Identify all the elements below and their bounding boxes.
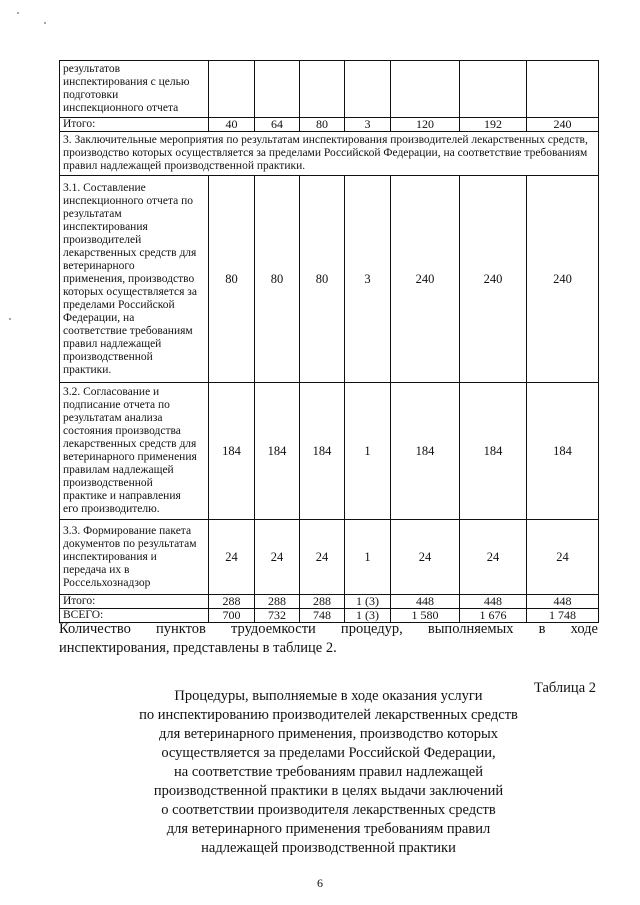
value-cell: 3	[345, 176, 391, 383]
description-cell: 3.1. Составление инспекционного отчета по результатам инспектирования производителей лекарственных средств для ветеринарного применения, производство которых осуществляется за пределами Российской Федерации, на соответствие требованиям правил надлежащей производственной практики.	[60, 176, 209, 383]
value-cell: 448	[527, 595, 599, 609]
heading-line: по инспектированию производителей лекарственных средств	[139, 707, 518, 723]
value-cell: 288	[255, 595, 300, 609]
value-cell: 448	[391, 595, 460, 609]
value-cell: 184	[300, 383, 345, 520]
heading-line: для ветеринарного применения требованиям правил	[166, 821, 491, 837]
table-section-row	[60, 132, 599, 176]
value-cell: 1 (3)	[345, 595, 391, 609]
value-cell: 448	[460, 595, 527, 609]
value-cell: 1 748	[527, 609, 599, 623]
table-total-row	[60, 595, 599, 609]
heading-line: производственной практики в целях выдачи заключений	[153, 783, 504, 799]
description-cell: Итого:	[60, 118, 209, 132]
value-cell: 24	[300, 520, 345, 595]
description-cell: Итого:	[60, 595, 209, 609]
value-cell: 184	[460, 383, 527, 520]
table-2-heading	[59, 687, 598, 858]
value-cell: 40	[209, 118, 255, 132]
value-cell: 80	[209, 176, 255, 383]
heading-line: для ветеринарного применения, производство которых	[159, 726, 498, 742]
value-cell	[460, 61, 527, 118]
value-cell: 1 (3)	[345, 609, 391, 623]
value-cell: 3	[345, 118, 391, 132]
table-2-label: Таблица 2	[533, 680, 596, 696]
description-cell: 3.2. Согласование и подписание отчета по результатам анализа состояния производства лекарственных средств для ветеринарного применения правилам надлежащей производственной практике и направления его производителю.	[60, 383, 209, 520]
heading-line: о соответствии производителя лекарственных средств	[161, 802, 496, 818]
value-cell: 1 580	[391, 609, 460, 623]
value-cell: 700	[209, 609, 255, 623]
description-cell: результатов инспектирования с целью подготовки инспекционного отчета	[60, 61, 209, 118]
paragraph-line-1: Количество пунктов трудоемкости процедур, выполняемых в ходе	[59, 621, 598, 637]
table-row	[60, 520, 599, 595]
value-cell: 240	[391, 176, 460, 383]
value-cell	[345, 61, 391, 118]
value-cell: 120	[391, 118, 460, 132]
value-cell	[527, 61, 599, 118]
section-heading-cell: 3. Заключительные мероприятия по результатам инспектирования производителей лекарственных средств, производство которых осуществляется за пределами Российской Федерации, на соответствие требованиям правил надлежащей производственной практики.	[60, 132, 599, 176]
value-cell: 192	[460, 118, 527, 132]
heading-line: Процедуры, выполняемые в ходе оказания услуги	[174, 688, 483, 704]
value-cell: 184	[255, 383, 300, 520]
value-cell: 24	[391, 520, 460, 595]
value-cell: 24	[527, 520, 599, 595]
value-cell: 184	[391, 383, 460, 520]
description-cell: 3.3. Формирование пакета документов по результатам инспектирования и передача их в Россельхознадзор	[60, 520, 209, 595]
value-cell: 24	[460, 520, 527, 595]
value-cell: 288	[300, 595, 345, 609]
value-cell: 80	[300, 118, 345, 132]
value-cell: 240	[527, 176, 599, 383]
value-cell: 1	[345, 383, 391, 520]
value-cell: 240	[460, 176, 527, 383]
value-cell: 240	[527, 118, 599, 132]
table-row	[60, 61, 599, 118]
heading-line: надлежащей производственной практики	[201, 840, 456, 856]
value-cell: 184	[527, 383, 599, 520]
value-cell: 80	[300, 176, 345, 383]
description-cell: ВСЕГО:	[60, 609, 209, 623]
table-total-row	[60, 118, 599, 132]
scan-speck	[44, 22, 46, 24]
scan-speck	[9, 318, 11, 320]
page-number: 6	[317, 876, 323, 890]
value-cell: 80	[255, 176, 300, 383]
table-row	[60, 176, 599, 383]
scan-speck	[17, 12, 19, 14]
value-cell	[300, 61, 345, 118]
value-cell: 732	[255, 609, 300, 623]
labor-intensity-table	[59, 60, 599, 623]
value-cell: 64	[255, 118, 300, 132]
table-row	[60, 383, 599, 520]
value-cell	[391, 61, 460, 118]
heading-line: осуществляется за пределами Российской Федерации,	[161, 745, 496, 761]
paragraph-line-2: инспектирования, представлены в таблице 2.	[59, 640, 337, 656]
value-cell: 288	[209, 595, 255, 609]
value-cell: 1	[345, 520, 391, 595]
value-cell	[209, 61, 255, 118]
value-cell: 24	[209, 520, 255, 595]
value-cell: 184	[209, 383, 255, 520]
value-cell	[255, 61, 300, 118]
value-cell: 1 676	[460, 609, 527, 623]
heading-line: на соответствие требованиям правил надлежащей	[174, 764, 483, 780]
value-cell: 24	[255, 520, 300, 595]
value-cell: 748	[300, 609, 345, 623]
